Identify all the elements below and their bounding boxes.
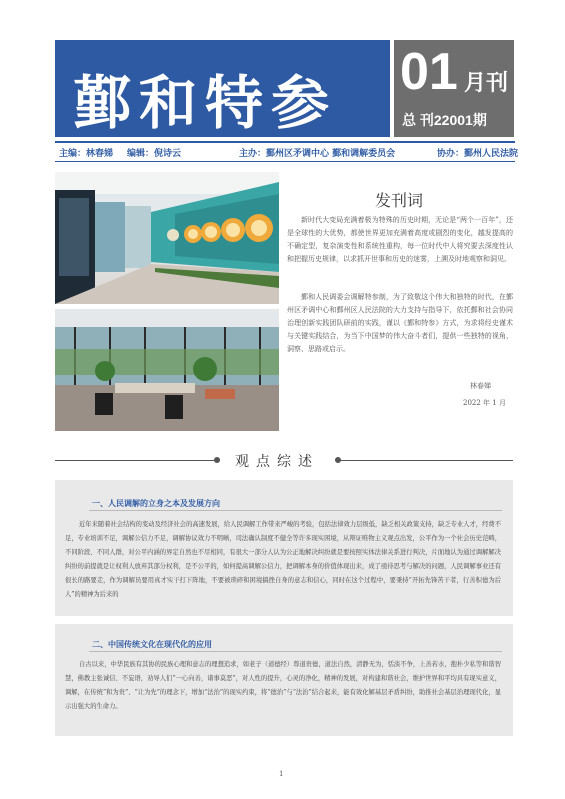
article-body: 自古以来，中华民族有其协的民族心理和意志的理想追求，如老子（道德经）尊道贵德，道法自然，清静无为，恬淡不争，上善若水，抱朴少私等和谐智慧，佛教主张诚信、不妄语，劝导人们“一心向善，诸事莫恶”，对人性的提升，心灵的净化，精神的发展，对构建和谐社会，维护世界和平均具有现实意义，调解，在传统“和为贵”、“让为先”的理念下，增加“法治”的现实约束，将“德治”与“法治”结合起来，能有效化解基层矛盾纠纷，助推社会基层治理现代化，显示出强大的生命力。	[65, 661, 501, 710]
section-divider-right	[335, 460, 513, 461]
article-divider	[89, 651, 502, 652]
section-title: 观点综述	[235, 454, 319, 470]
section-divider-dot	[214, 457, 220, 463]
foreword-date: 2022 年 1 月	[463, 399, 506, 407]
issue-box	[394, 40, 514, 137]
section-divider-left	[55, 460, 220, 461]
co-organizer: 协办：鄞州人民法院	[437, 149, 519, 159]
office-photo	[55, 309, 279, 431]
publication-title: 鄞和特参	[73, 69, 338, 137]
editor: 编辑：倪诗云	[127, 149, 182, 159]
article-divider	[89, 510, 502, 511]
total-issue: 总 刊22001期	[402, 112, 487, 128]
chief-editor: 主编：林春娣	[59, 149, 114, 159]
issue-unit: 月刊	[464, 70, 509, 96]
foreword-title: 发刊词	[375, 191, 424, 210]
host-organizer: 主办：鄞州区矛调中心 鄞和调解委员会	[239, 149, 396, 159]
foreword-paragraph: 鄞和人民调委会调解特参制，为了致敬这个伟大和独特的时代，在鄞州区矛调中心和鄞州区人民法院的大力支持与指导下，依托鄞和社会协同治理创新实践团队研前的实践，谨以《鄞和特参》方式，为求将经史谨术与关键实践结合，为当下中国梦的伟大奋斗者们，提供一些独特的视角、洞察、思路或启示。	[287, 293, 513, 353]
foreword-paragraph: 新时代大变局充满着极为特殊的历史时期，无论是“两个一百年”，还是全球性的大优势，都使世界更加充满着高度或剧烈的变化，越发提高的不确定型，复杂演变性和系统性重构，每一位时代中人将究要去深度性认和把握历史规律，以求抓开世事和历史的迷雾，上溯及时地观察和洞见。	[287, 216, 513, 263]
article-box	[55, 480, 513, 616]
article-box	[55, 624, 513, 736]
article-heading: 二、中国传统文化在现代化的应用	[92, 639, 212, 649]
page-number: 1	[279, 770, 284, 778]
masthead-banner	[55, 40, 390, 137]
foreword-author: 林春娣	[470, 382, 491, 390]
article-body: 近年来随着社会结构的变动及经济社会的高速发展，给人民调解工作带来严峻的考验，包括法律效力层级低，缺乏相关政策支持，缺乏专业人才，经费不足，专业培训不足，调解公信力不足，调解协议效力不明晰，司法确认制度不健全等许多现实困境，从辩证唯物主义观点出发，公平作为一个社会历史范畴，不同阶段、不同人群，对公平内涵的界定自然也不尽相同，有很大一部分人认为公正地解决纠纷就是要按照实体法律关系进行判决，片面地认为通过调解解决纠纷的前提就是让权利人放弃其部分权利，是不公平的，如何提高调解公信力，把调解本身的价值体现出来，成了亟待思考与解决的问题，人民调解事业还有很长的路要走，作为调解员要用真才实干打下阵地，不要被琐碎和困境搞挫自身的意志和信心，同时在这个过程中，要秉持“开拓先锋苦干者，行善积德为后人”的精神为后来的	[65, 521, 501, 598]
credits-bar	[55, 141, 519, 162]
corridor-photo	[55, 172, 279, 304]
issue-number: 01	[400, 43, 458, 101]
article-heading: 一、人民调解的立身之本及发展方向	[92, 498, 220, 508]
